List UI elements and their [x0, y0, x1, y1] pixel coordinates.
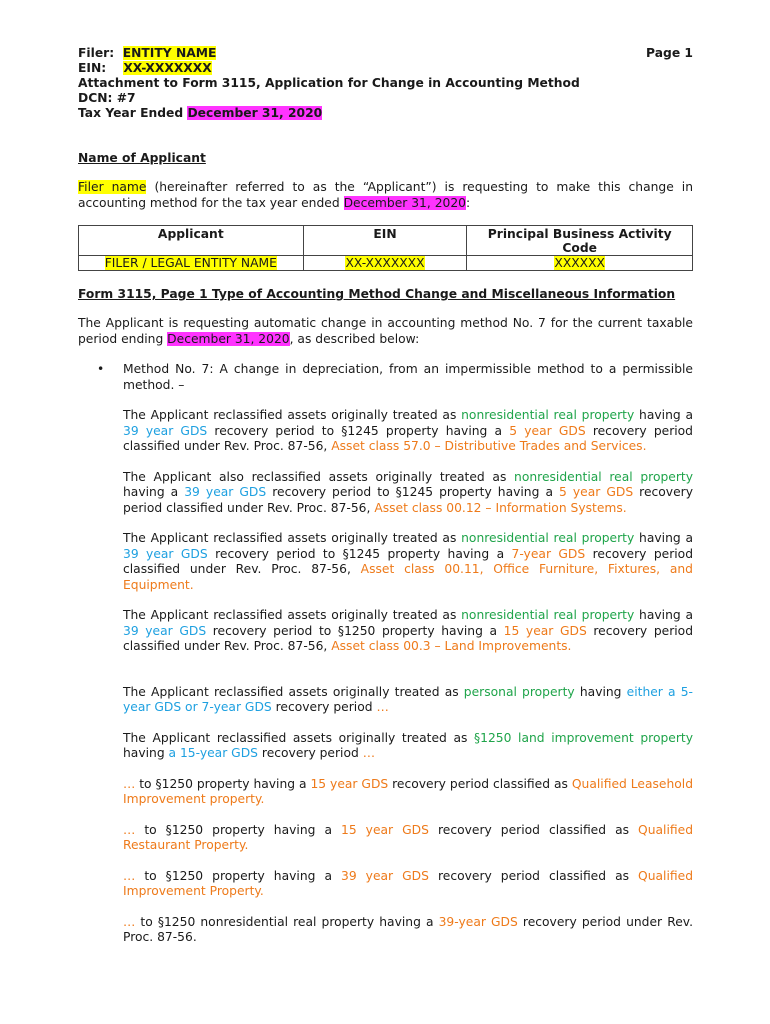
header-ein: EIN [303, 226, 467, 256]
header-applicant: Applicant [79, 226, 304, 256]
p4-g: recovery period classified under Rev. Proc. 87-56, [123, 623, 694, 653]
p2-c: having a [123, 485, 185, 499]
applicant-date: December 31, 2020 [343, 195, 466, 210]
p3-e: recovery period to §1245 property having a [207, 546, 512, 561]
p3-g: recovery period classified under Rev. Proc. 87-56, [123, 546, 693, 576]
p4-b: nonresidential real property [461, 608, 635, 622]
p2-h: Asset class 00.12 – Information Systems. [374, 500, 627, 515]
p4-d: 39 year GDS [123, 623, 207, 638]
p9-a: … [123, 868, 136, 883]
p1-c: having a [634, 408, 693, 422]
p5-f: … [376, 700, 389, 714]
p2-e: recovery period to §1245 property having a [266, 485, 560, 499]
applicant-section-title: Name of Applicant [78, 151, 206, 165]
p6-d: a 15-year GDS [168, 746, 258, 760]
p10-b: to §1250 nonresidential real property having a [135, 914, 439, 929]
p4-h: Asset class 00.3 – Land Improvements. [331, 639, 572, 653]
p5-e: recovery period [271, 700, 377, 714]
paragraph-2 [123, 470, 693, 517]
p3-a: The Applicant reclassified assets originally treated as [123, 531, 462, 545]
cell-applicant-text: FILER / LEGAL ENTITY NAME [104, 256, 277, 270]
p6-f: … [362, 746, 376, 760]
applicant-text-end: : [466, 195, 471, 210]
paragraph-8 [123, 823, 693, 854]
p7-b: to §1250 property having a [135, 776, 311, 791]
ein-label: EIN: [78, 61, 107, 75]
p5-c: having [574, 684, 627, 699]
paragraph-1 [123, 408, 693, 455]
p5-a: The Applicant reclassified assets originally treated as [123, 684, 464, 699]
applicant-text: (hereinafter referred to as the “Applicant”) is requesting to make this change in accounting method for the tax year ended [78, 180, 693, 210]
tax-year-line [78, 106, 693, 121]
p4-f: 15 year GDS [503, 623, 587, 638]
p8-e: Qualified Restaurant Property. [123, 822, 694, 852]
p2-a: The Applicant also reclassified assets originally treated as [123, 469, 515, 484]
table-header-row [79, 226, 693, 256]
applicant-intro [78, 180, 693, 211]
form-section-title: Form 3115, Page 1 Type of Accounting Method Change and Miscellaneous Information [78, 287, 676, 301]
p1-a: The Applicant reclassified assets originally treated as [123, 408, 462, 422]
p8-c: 15 year GDS [341, 822, 429, 837]
p2-g: recovery period classified under Rev. Proc. 87-56, [123, 485, 693, 515]
p9-c: 39 year GDS [341, 868, 429, 883]
p1-d: 39 year GDS [123, 423, 208, 438]
paragraph-9 [123, 869, 693, 900]
p7-c: 15 year GDS [310, 776, 389, 791]
p6-b: §1250 land improvement property [474, 730, 693, 745]
filer-value: ENTITY NAME [122, 46, 217, 60]
cell-business-code [467, 256, 693, 271]
table-row [79, 256, 693, 271]
paragraph-6 [123, 731, 693, 762]
cell-ein-text: XX-XXXXXXX [345, 256, 425, 270]
request-text: The Applicant is requesting automatic change in accounting method No. 7 for the current taxable period ending [78, 316, 693, 346]
paragraph-4 [123, 608, 693, 655]
paragraph-10 [123, 915, 693, 946]
p3-f: 7-year GDS [511, 546, 586, 561]
p5-d: either a 5-year GDS or 7-year GDS [123, 684, 693, 714]
p6-c: having [123, 746, 169, 760]
p1-b: nonresidential real property [461, 408, 635, 422]
p9-e: Qualified Improvement Property. [123, 868, 694, 898]
p4-a: The Applicant reclassified assets originally treated as [123, 608, 462, 622]
paragraph-7 [123, 777, 693, 808]
filer-row [78, 46, 693, 61]
p7-a: … [123, 776, 136, 791]
p8-b: to §1250 property having a [135, 822, 342, 837]
filer-name: Filer name [78, 180, 147, 194]
p1-f: 5 year GDS [509, 423, 586, 438]
request-date: December 31, 2020 [167, 331, 290, 346]
p9-b: to §1250 property having a [135, 868, 342, 883]
applicant-table [78, 225, 693, 271]
document-page [78, 46, 693, 946]
request-text-end: , as described below: [289, 331, 420, 346]
method-line: Method No. 7: A change in depreciation, from an impermissible method to a permissible method. – [123, 362, 693, 392]
p4-e: recovery period to §1250 property having a [206, 623, 504, 638]
p8-a: … [123, 822, 136, 837]
p6-a: The Applicant reclassified assets originally treated as [123, 730, 474, 745]
cell-code-text: XXXXXX [554, 256, 605, 270]
method-list [78, 362, 693, 946]
p3-b: nonresidential real property [461, 531, 635, 545]
p6-e: recovery period [258, 746, 363, 760]
p3-h: Asset class 00.11, Office Furniture, Fixtures, and Equipment. [123, 562, 693, 592]
ein-value: XX-XXXXXXX [123, 61, 212, 75]
filer-label: Filer: [78, 46, 115, 60]
cell-ein [303, 256, 467, 271]
paragraph-3 [123, 531, 693, 593]
p2-b: nonresidential real property [514, 469, 693, 484]
attachment-line: Attachment to Form 3115, Application for Change in Accounting Method [78, 76, 580, 90]
p2-f: 5 year GDS [559, 485, 634, 499]
p5-b: personal property [463, 684, 575, 699]
document-header [78, 46, 693, 121]
dcn-line: DCN: #7 [78, 91, 136, 105]
p1-e: recovery period to §1245 property having a [207, 423, 510, 438]
tax-year-label: Tax Year Ended [78, 106, 184, 120]
p2-d: 39 year GDS [184, 485, 267, 499]
filer-line [78, 46, 216, 61]
page-number: Page 1 [646, 46, 693, 60]
p7-e: Qualified Leasehold Improvement property. [123, 776, 693, 806]
cell-applicant [79, 256, 304, 271]
header-business-code: Principal Business Activity Code [467, 226, 693, 256]
p9-d: recovery period classified as [428, 868, 639, 883]
p10-d: recovery period under Rev. Proc. 87-56. [123, 914, 693, 944]
p8-d: recovery period classified as [428, 822, 639, 837]
request-paragraph [78, 316, 693, 347]
tax-year-value: December 31, 2020 [187, 106, 323, 120]
p4-c: having a [634, 608, 693, 622]
bullet-icon: • [97, 362, 105, 376]
p7-d: recovery period classified as [388, 776, 572, 791]
ein-line [78, 61, 693, 76]
p10-c: 39-year GDS [438, 914, 518, 929]
p3-d: 39 year GDS [123, 546, 208, 561]
p3-c: having a [634, 531, 693, 545]
p1-g: recovery period classified under Rev. Proc. 87-56, [123, 423, 693, 453]
p10-a: … [123, 914, 136, 929]
p1-h: Asset class 57.0 – Distributive Trades and Services. [331, 439, 647, 453]
paragraph-5 [123, 685, 693, 716]
